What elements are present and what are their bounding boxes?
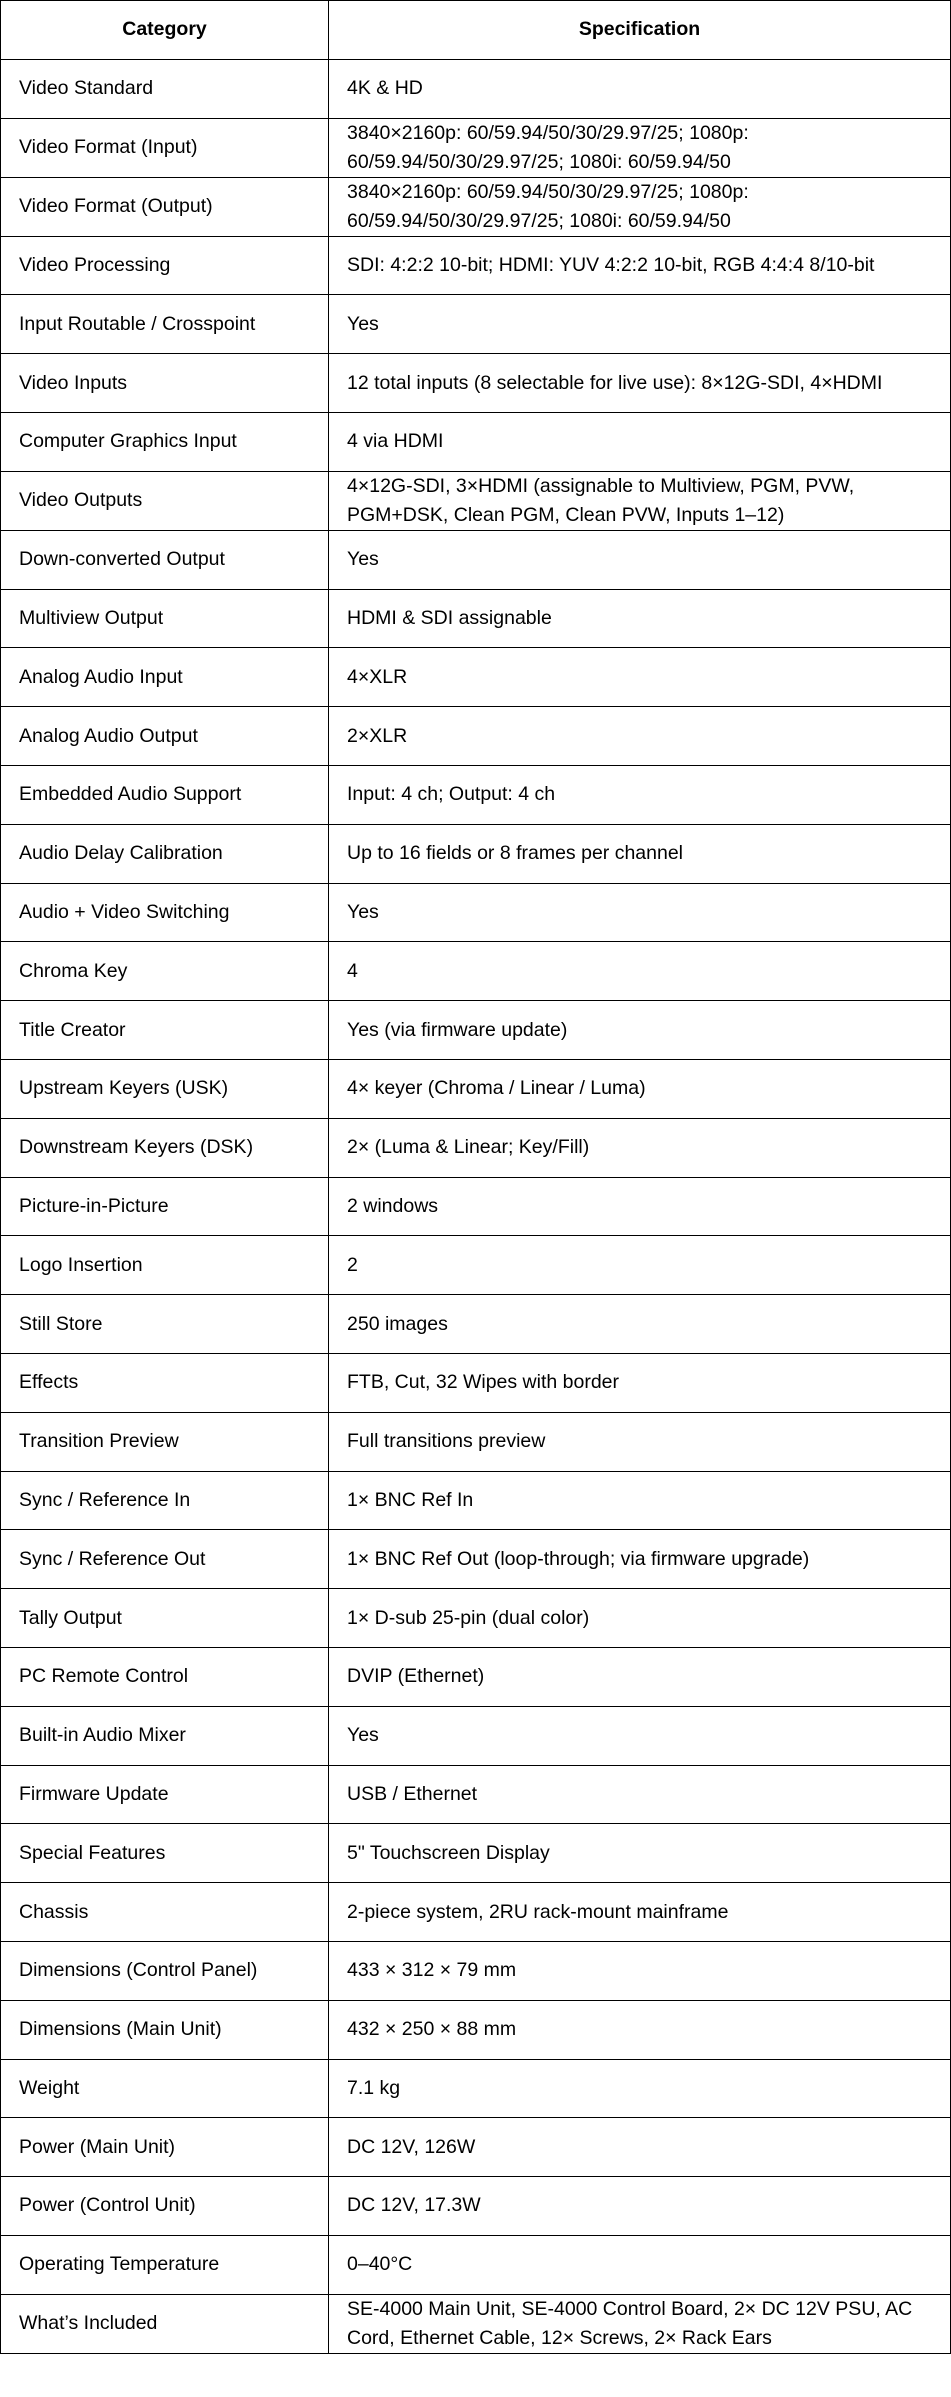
table-row bbox=[1, 2118, 951, 2177]
table-row bbox=[1, 59, 951, 118]
table-row bbox=[1, 1471, 951, 1530]
table-row bbox=[1, 1530, 951, 1589]
table-row bbox=[1, 412, 951, 471]
category-cell: Weight bbox=[1, 2059, 329, 2118]
table-row bbox=[1, 942, 951, 1001]
specification-cell: 433 × 312 × 79 mm bbox=[329, 1941, 951, 2000]
table-row bbox=[1, 1706, 951, 1765]
specification-cell: USB / Ethernet bbox=[329, 1765, 951, 1824]
header-specification: Specification bbox=[329, 1, 951, 60]
table-row bbox=[1, 1941, 951, 2000]
specification-cell: SE-4000 Main Unit, SE-4000 Control Board, 2× DC 12V PSU, AC Cord, Ethernet Cable, 12× Screws, 2× Rack Ears bbox=[329, 2294, 951, 2353]
table-row bbox=[1, 295, 951, 354]
category-cell: Computer Graphics Input bbox=[1, 412, 329, 471]
specification-cell: 2× (Luma & Linear; Key/Fill) bbox=[329, 1118, 951, 1177]
table-row bbox=[1, 354, 951, 413]
category-cell: Still Store bbox=[1, 1295, 329, 1354]
table-row bbox=[1, 824, 951, 883]
specification-cell: 2×XLR bbox=[329, 707, 951, 766]
specification-cell: Input: 4 ch; Output: 4 ch bbox=[329, 765, 951, 824]
specification-cell: 2-piece system, 2RU rack-mount mainframe bbox=[329, 1883, 951, 1942]
specification-cell: Full transitions preview bbox=[329, 1412, 951, 1471]
specification-cell: Yes bbox=[329, 530, 951, 589]
category-cell: Power (Main Unit) bbox=[1, 2118, 329, 2177]
specification-cell: 250 images bbox=[329, 1295, 951, 1354]
spec-table-header bbox=[1, 1, 951, 60]
category-cell: Power (Control Unit) bbox=[1, 2177, 329, 2236]
category-cell: Input Routable / Crosspoint bbox=[1, 295, 329, 354]
table-row bbox=[1, 2177, 951, 2236]
table-row bbox=[1, 1883, 951, 1942]
specification-cell: 3840×2160p: 60/59.94/50/30/29.97/25; 1080p: 60/59.94/50/30/29.97/25; 1080i: 60/59.94/50 bbox=[329, 177, 951, 236]
specification-cell: FTB, Cut, 32 Wipes with border bbox=[329, 1353, 951, 1412]
category-cell: Video Inputs bbox=[1, 354, 329, 413]
spec-table-body bbox=[1, 59, 951, 2353]
specification-cell: 5" Touchscreen Display bbox=[329, 1824, 951, 1883]
specification-cell: 4 bbox=[329, 942, 951, 1001]
specification-cell: 2 windows bbox=[329, 1177, 951, 1236]
category-cell: Built-in Audio Mixer bbox=[1, 1706, 329, 1765]
category-cell: Video Standard bbox=[1, 59, 329, 118]
category-cell: Downstream Keyers (DSK) bbox=[1, 1118, 329, 1177]
specification-cell: 1× BNC Ref In bbox=[329, 1471, 951, 1530]
category-cell: Title Creator bbox=[1, 1001, 329, 1060]
category-cell: Multiview Output bbox=[1, 589, 329, 648]
category-cell: Video Outputs bbox=[1, 471, 329, 530]
category-cell: Analog Audio Input bbox=[1, 648, 329, 707]
specification-cell: 4× keyer (Chroma / Linear / Luma) bbox=[329, 1059, 951, 1118]
category-cell: Special Features bbox=[1, 1824, 329, 1883]
category-cell: Operating Temperature bbox=[1, 2235, 329, 2294]
category-cell: Transition Preview bbox=[1, 1412, 329, 1471]
category-cell: Audio Delay Calibration bbox=[1, 824, 329, 883]
category-cell: Analog Audio Output bbox=[1, 707, 329, 766]
table-row bbox=[1, 2059, 951, 2118]
specification-cell: Yes (via firmware update) bbox=[329, 1001, 951, 1060]
category-cell: Down-converted Output bbox=[1, 530, 329, 589]
specification-cell: Yes bbox=[329, 1706, 951, 1765]
specification-cell: HDMI & SDI assignable bbox=[329, 589, 951, 648]
category-cell: Video Format (Output) bbox=[1, 177, 329, 236]
category-cell: Tally Output bbox=[1, 1589, 329, 1648]
specification-cell: Yes bbox=[329, 295, 951, 354]
table-row bbox=[1, 1118, 951, 1177]
table-row bbox=[1, 648, 951, 707]
specification-cell: 4×12G-SDI, 3×HDMI (assignable to Multiview, PGM, PVW, PGM+DSK, Clean PGM, Clean PVW, Inputs 1–12) bbox=[329, 471, 951, 530]
header-category: Category bbox=[1, 1, 329, 60]
category-cell: Firmware Update bbox=[1, 1765, 329, 1824]
specification-cell: SDI: 4:2:2 10-bit; HDMI: YUV 4:2:2 10-bit, RGB 4:4:4 8/10-bit bbox=[329, 236, 951, 295]
specification-cell: 432 × 250 × 88 mm bbox=[329, 2000, 951, 2059]
category-cell: PC Remote Control bbox=[1, 1647, 329, 1706]
table-row bbox=[1, 1647, 951, 1706]
category-cell: Dimensions (Control Panel) bbox=[1, 1941, 329, 2000]
category-cell: Sync / Reference Out bbox=[1, 1530, 329, 1589]
category-cell: Chassis bbox=[1, 1883, 329, 1942]
category-cell: Video Processing bbox=[1, 236, 329, 295]
table-row bbox=[1, 1295, 951, 1354]
table-row bbox=[1, 883, 951, 942]
category-cell: Embedded Audio Support bbox=[1, 765, 329, 824]
specification-cell: 7.1 kg bbox=[329, 2059, 951, 2118]
category-cell: Video Format (Input) bbox=[1, 118, 329, 177]
table-row bbox=[1, 1177, 951, 1236]
specification-cell: 2 bbox=[329, 1236, 951, 1295]
specification-cell: 1× D-sub 25-pin (dual color) bbox=[329, 1589, 951, 1648]
table-row bbox=[1, 1236, 951, 1295]
category-cell: Chroma Key bbox=[1, 942, 329, 1001]
category-cell: Dimensions (Main Unit) bbox=[1, 2000, 329, 2059]
specification-cell: 4 via HDMI bbox=[329, 412, 951, 471]
table-row bbox=[1, 1059, 951, 1118]
table-row bbox=[1, 1824, 951, 1883]
specification-cell: DC 12V, 17.3W bbox=[329, 2177, 951, 2236]
specification-cell: Yes bbox=[329, 883, 951, 942]
table-row bbox=[1, 1589, 951, 1648]
specification-cell: Up to 16 fields or 8 frames per channel bbox=[329, 824, 951, 883]
table-row bbox=[1, 471, 951, 530]
table-row bbox=[1, 589, 951, 648]
category-cell: Sync / Reference In bbox=[1, 1471, 329, 1530]
table-row bbox=[1, 2000, 951, 2059]
specification-cell: 12 total inputs (8 selectable for live use): 8×12G-SDI, 4×HDMI bbox=[329, 354, 951, 413]
header-row bbox=[1, 1, 951, 60]
specification-cell: 4×XLR bbox=[329, 648, 951, 707]
table-row bbox=[1, 530, 951, 589]
table-row bbox=[1, 765, 951, 824]
table-row bbox=[1, 707, 951, 766]
table-row bbox=[1, 1353, 951, 1412]
specification-cell: 0–40°C bbox=[329, 2235, 951, 2294]
table-row bbox=[1, 2294, 951, 2353]
category-cell: Effects bbox=[1, 1353, 329, 1412]
table-row bbox=[1, 1001, 951, 1060]
table-row bbox=[1, 118, 951, 177]
category-cell: Logo Insertion bbox=[1, 1236, 329, 1295]
table-row bbox=[1, 1412, 951, 1471]
table-row bbox=[1, 1765, 951, 1824]
table-row bbox=[1, 177, 951, 236]
category-cell: Picture-in-Picture bbox=[1, 1177, 329, 1236]
specification-cell: DC 12V, 126W bbox=[329, 2118, 951, 2177]
specification-cell: 3840×2160p: 60/59.94/50/30/29.97/25; 1080p: 60/59.94/50/30/29.97/25; 1080i: 60/59.94/50 bbox=[329, 118, 951, 177]
specification-cell: 1× BNC Ref Out (loop-through; via firmware upgrade) bbox=[329, 1530, 951, 1589]
table-row bbox=[1, 236, 951, 295]
specification-cell: DVIP (Ethernet) bbox=[329, 1647, 951, 1706]
specification-cell: 4K & HD bbox=[329, 59, 951, 118]
category-cell: What’s Included bbox=[1, 2294, 329, 2353]
table-row bbox=[1, 2235, 951, 2294]
category-cell: Audio + Video Switching bbox=[1, 883, 329, 942]
category-cell: Upstream Keyers (USK) bbox=[1, 1059, 329, 1118]
